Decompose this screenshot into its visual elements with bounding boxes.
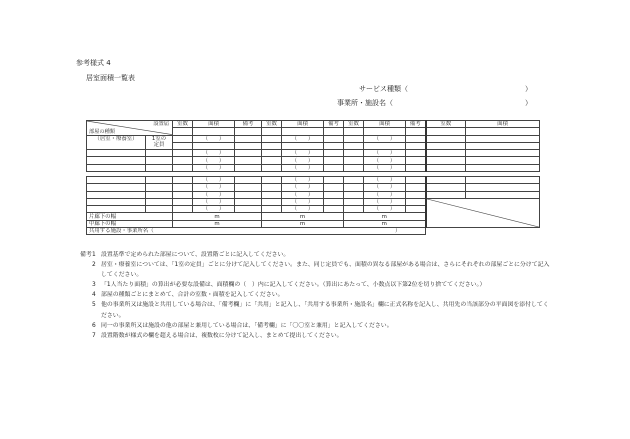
note-item [80, 260, 550, 280]
note-number: 5 [92, 302, 96, 309]
note-text: 「1人当たり面積」の算出が必要な設備は、面積欄の（ ）内に記入してください。（算出にあたって、小数点以下第2位を切り捨ててください。） [101, 282, 486, 289]
area-per-person-cell: （ ） [282, 150, 324, 157]
unit-m: m [262, 213, 344, 220]
note-number: 6 [92, 322, 96, 329]
notes-section [80, 250, 550, 341]
area-per-person-cell: （ ） [193, 164, 235, 171]
form-number: 参考様式 4 [76, 59, 111, 67]
facility-name-label: 事業所・施設名（ [337, 99, 393, 107]
crossout-diagonal [427, 199, 540, 227]
area-per-person-cell: （ ） [282, 164, 324, 171]
facility-name-close: ） [525, 99, 532, 107]
note-number: 1 [92, 252, 96, 258]
corridor-single-label: 片廊下の幅 [87, 213, 173, 220]
col-header-area: 面積 [193, 121, 235, 128]
unit-m: m [344, 213, 426, 220]
note-number: 4 [92, 292, 96, 299]
service-type-close: ） [525, 85, 532, 93]
area-per-person-cell: （ ） [282, 184, 324, 191]
area-per-person-cell: （ ） [193, 206, 235, 213]
note-item [80, 280, 550, 290]
shared-facility-close: ） [395, 228, 401, 235]
shared-facility-row [87, 228, 426, 235]
unit-m: m [262, 220, 344, 227]
notes-title: 備考 [80, 252, 92, 258]
area-per-person-cell: （ ） [193, 191, 235, 198]
room-area-table-upper [86, 120, 540, 172]
area-per-person-cell: （ ） [282, 206, 324, 213]
unit-m: m [173, 220, 262, 227]
facility-name-row [337, 98, 532, 108]
note-item [80, 321, 550, 331]
area-per-person-cell: （ ） [193, 150, 235, 157]
note-text: 部屋の種類ごとにまとめて、合計の室数・面積を記入してください。 [101, 292, 284, 299]
col-header-area: 面積 [364, 121, 406, 128]
col-header-rooms: 室数 [426, 121, 466, 128]
col-header-notes: 備考 [235, 121, 262, 128]
service-type-row [359, 84, 532, 94]
area-per-person-cell: （ ） [282, 191, 324, 198]
shared-facility-label: 共用する施設・事業所名（ [89, 228, 154, 235]
area-per-person-cell: （ ） [364, 164, 406, 171]
col-header-rooms: 室数 [173, 121, 193, 128]
area-per-person-cell: （ ） [193, 135, 235, 142]
area-per-person-cell: （ ） [364, 135, 406, 142]
note-text: 設置階数が様式の欄を超える場合は、複数枚に分けて記入し、まとめて提出してください。 [101, 332, 343, 339]
area-per-person-cell: （ ） [193, 157, 235, 164]
note-text: 居室・療養室については、「1室の定員」ごとに分けて記入してください。また、同じ定員でも、面積の異なる部屋がある場合は、さらにそれぞれの部屋ごとに分けて記入してください。 [101, 262, 550, 279]
note-text: 設置基準で定められた部屋について、設置階ごとに記入してください。 [101, 252, 290, 258]
area-per-person-cell: （ ） [364, 150, 406, 157]
form-title: 居室面積一覧表 [86, 74, 135, 82]
room-type-label: 部屋の種類 [89, 128, 115, 135]
area-per-person-cell: （ ） [364, 191, 406, 198]
note-number: 7 [92, 332, 96, 339]
corridor-middle-label: 中廊下の幅 [87, 220, 173, 227]
area-per-person-cell: （ ） [282, 198, 324, 205]
note-number: 3 [92, 282, 96, 289]
floor-label: 設置届 [153, 121, 169, 127]
col-header-area: 面積 [466, 121, 540, 128]
per-room-label-line2: 定員 [153, 142, 165, 149]
note-text: 他の事業所又は施設と共用している場合は、「備考欄」に「共用」と記入し、「共用する事業所・施設名」欄に正式名称を記入し、共用先の当該部分の平面図を添付してください。 [101, 302, 549, 319]
header-diagonal-cell [87, 121, 173, 136]
per-room-capacity-label [146, 135, 173, 150]
note-item [80, 290, 550, 300]
area-per-person-cell: （ ） [364, 177, 406, 184]
col-header-notes: 備考 [324, 121, 344, 128]
service-type-label: サービス種類（ [359, 85, 408, 93]
area-per-person-cell: （ ） [282, 177, 324, 184]
area-per-person-cell: （ ） [193, 177, 235, 184]
area-per-person-cell: （ ） [282, 135, 324, 142]
col-header-notes: 備考 [406, 121, 426, 128]
note-item [80, 250, 550, 260]
note-item [80, 300, 550, 320]
note-item [80, 331, 550, 341]
area-per-person-cell: （ ） [193, 184, 235, 191]
col-header-rooms: 室数 [262, 121, 282, 128]
note-text: 同一の事業所又は施設の他の部屋と兼用している場合は、「備考欄」に「〇〇室と兼用」と記入してください。 [101, 322, 393, 329]
area-per-person-cell: （ ） [364, 198, 406, 205]
per-room-label-line1: 1室の [151, 136, 167, 143]
area-per-person-cell: （ ） [364, 206, 406, 213]
unit-m: m [344, 220, 426, 227]
crossed-out-area [426, 198, 540, 227]
area-per-person-cell: （ ） [364, 157, 406, 164]
room-type-example: （居室・療養室） [87, 135, 146, 150]
note-number: 2 [92, 262, 96, 269]
area-per-person-cell: （ ） [364, 184, 406, 191]
col-header-area: 面積 [282, 121, 324, 128]
area-per-person-cell: （ ） [193, 198, 235, 205]
room-area-table-lower [86, 176, 540, 235]
area-per-person-cell: （ ） [282, 157, 324, 164]
col-header-rooms: 室数 [344, 121, 364, 128]
unit-m: m [173, 213, 262, 220]
